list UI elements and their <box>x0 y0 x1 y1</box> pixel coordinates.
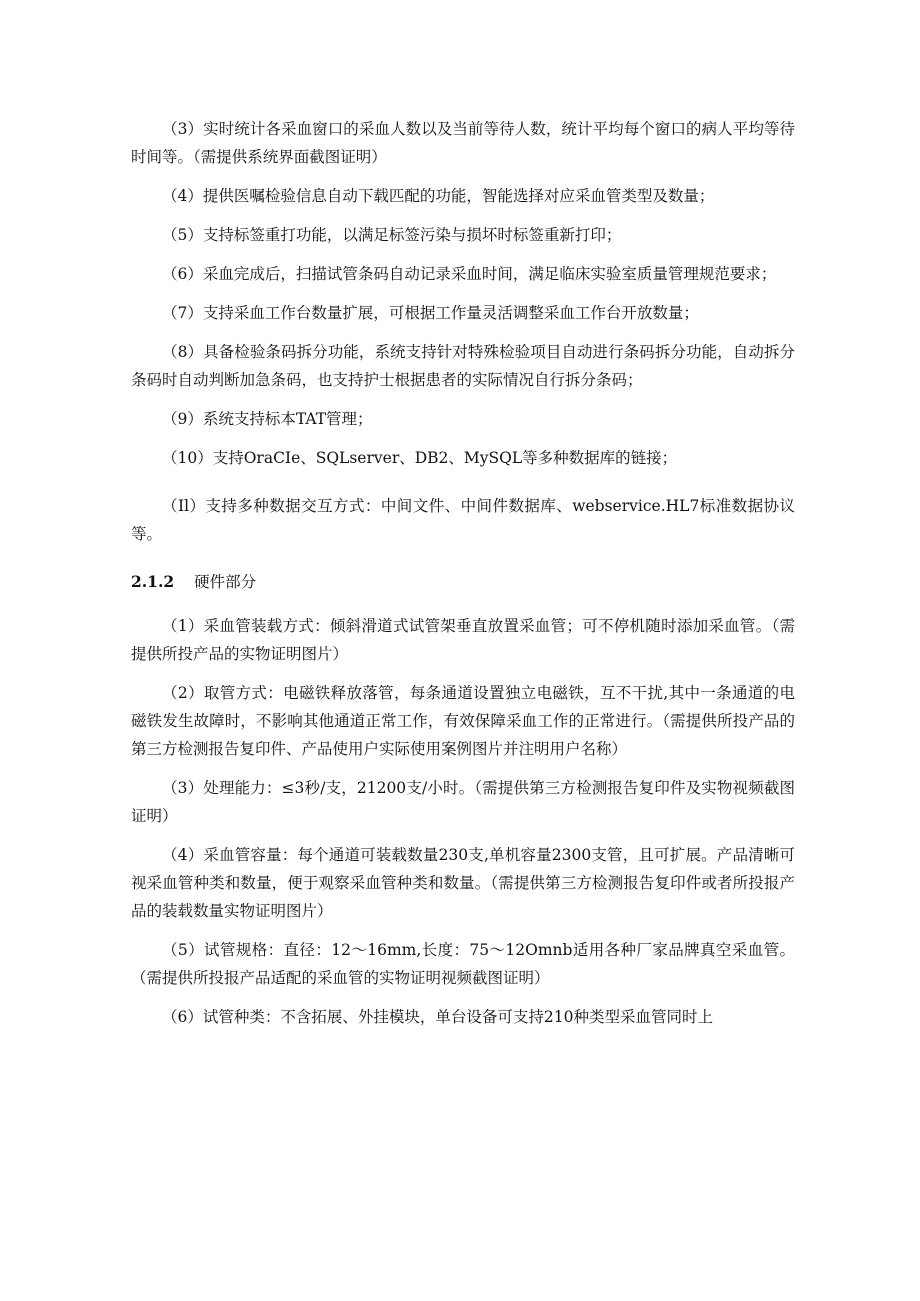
paragraph-software-5: （5）支持标签重打功能，以满足标签污染与损坏时标签重新打印； <box>162 226 622 244</box>
paragraph-software-7: （7）支持采血工作台数量扩展，可根据工作量灵活调整采血工作台开放数量； <box>162 304 699 322</box>
document-body <box>131 115 795 1042</box>
section-number: 2.1.2 <box>131 572 175 591</box>
section-heading <box>131 568 795 596</box>
paragraph-hardware-6: （6）试管种类：不含拓展、外挂模块，单台设备可支持210种类型采血管同时上 <box>162 1008 713 1026</box>
paragraph-software-4: （4）提供医嘱检验信息自动下载匹配的功能，智能选择对应采血管类型及数量； <box>162 187 715 205</box>
paragraph-hardware-5: （5）试管规格：直径：12～16mm,长度：75～12Omnb适用各种厂家品牌真空采血管。（需提供所投报产品适配的采血管的实物证明视频截图证明） <box>131 941 795 987</box>
section-title: 硬件部分 <box>194 573 257 591</box>
paragraph-software-8: （8）具备检验条码拆分功能，系统支持针对特殊检验项目自动进行条码拆分功能，自动拆分条码时自动判断加急条码，也支持护士根据患者的实际情况自行拆分条码； <box>131 343 795 389</box>
paragraph-software-6: （6）采血完成后，扫描试管条码自动记录采血时间，满足临床实验室质量管理规范要求； <box>162 265 777 283</box>
paragraph-hardware-2: （2）取管方式：电磁铁释放落管，每条通道设置独立电磁铁，互不干扰,其中一条通道的电磁铁发生故障时，不影响其他通道正常工作，有效保障采血工作的正常进行。（需提供所投产品的第三方检测报告复印件、产品使用户实际使用案例图片并注明用户名称） <box>131 684 795 758</box>
paragraph-software-11: （Il）支持多种数据交互方式：中间文件、中间件数据库、webservice.HL7标准数据协议等。 <box>131 497 795 543</box>
paragraph-software-10: （10）支持OraCIe、SQLserver、DB2、MySQL等多种数据库的链接； <box>162 449 678 467</box>
paragraph-software-9: （9）系统支持标本TAT管理； <box>162 410 373 428</box>
paragraph-software-3: （3）实时统计各采血窗口的采血人数以及当前等待人数，统计平均每个窗口的病人平均等待时间等。（需提供系统界面截图证明） <box>131 120 795 166</box>
paragraph-hardware-1: （1）采血管装载方式：倾斜滑道式试管架垂直放置采血管；可不停机随时添加采血管。（需提供所投产品的实物证明图片） <box>131 617 795 663</box>
paragraph-hardware-3: （3）处理能力：≤3秒/支，21200支/小时。（需提供第三方检测报告复印件及实物视频截图证明） <box>131 779 795 825</box>
paragraph-hardware-4: （4）采血管容量：每个通道可装载数量230支,单机容量2300支管，且可扩展。产品清晰可视采血管种类和数量，便于观察采血管种类和数量。（需提供第三方检测报告复印件或者所投报产品的装载数量实物证明图片） <box>131 846 795 920</box>
